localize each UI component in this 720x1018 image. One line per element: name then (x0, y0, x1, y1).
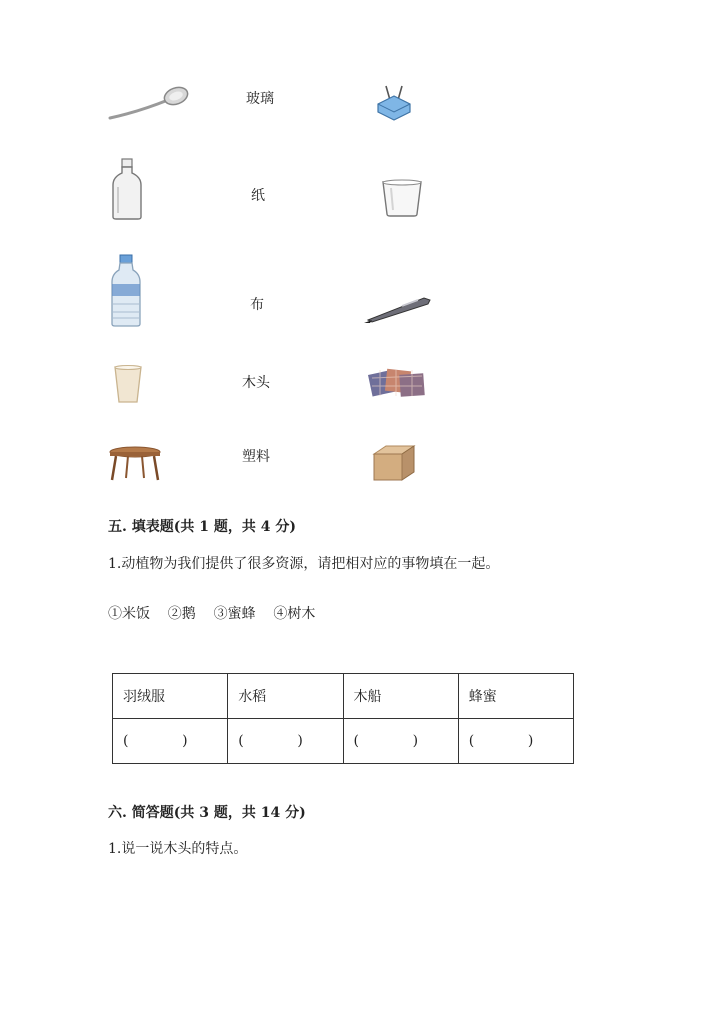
section6-question: 1.说一说木头的特点。 (108, 841, 248, 857)
table-answer-row (113, 719, 574, 764)
material-label-wood: 木头 (242, 375, 270, 391)
answer-blank[interactable] (113, 719, 228, 764)
section5-question: 1.动植物为我们提供了很多资源，请把相对应的事物填在一起。 (108, 556, 500, 572)
table-header-rice: 水稻 (228, 674, 343, 719)
material-label-glass: 玻璃 (246, 91, 274, 107)
pen-icon (362, 294, 434, 324)
binder-clip-icon (376, 84, 412, 124)
material-label-cloth: 布 (250, 297, 264, 313)
answer-blank-text: ( ) (238, 733, 305, 749)
plastic-bottle-icon (108, 254, 144, 328)
cloth-swatches-icon (366, 366, 428, 400)
answer-blank[interactable] (458, 719, 573, 764)
answer-blank-text: ( ) (468, 733, 536, 749)
wooden-block-icon (372, 444, 416, 482)
glass-bottle-icon (110, 157, 144, 221)
section5-title: 五. 填表题(共 1 题，共 4 分) (108, 519, 296, 535)
section6-title: 六. 简答题(共 3 题，共 14 分) (108, 805, 306, 821)
answer-blank-text: ( ) (353, 733, 421, 749)
material-label-paper: 纸 (251, 188, 265, 204)
drinking-glass-icon (380, 178, 424, 218)
answer-blank-text: ( ) (123, 733, 190, 749)
answer-blank[interactable] (343, 719, 458, 764)
spoon-icon (108, 84, 190, 124)
table-header-honey: 蜂蜜 (458, 674, 573, 719)
table-header-wooden-boat: 木船 (343, 674, 458, 719)
fill-table (112, 673, 574, 764)
paper-cup-icon (112, 364, 144, 404)
wooden-table-icon (108, 444, 162, 482)
table-header-down-jacket: 羽绒服 (113, 674, 228, 719)
section5-options: ①米饭 ②鹅 ③蜜蜂 ④树木 (108, 606, 316, 622)
answer-blank[interactable] (228, 719, 343, 764)
material-label-plastic: 塑料 (242, 449, 270, 465)
table-header-row (113, 674, 574, 719)
